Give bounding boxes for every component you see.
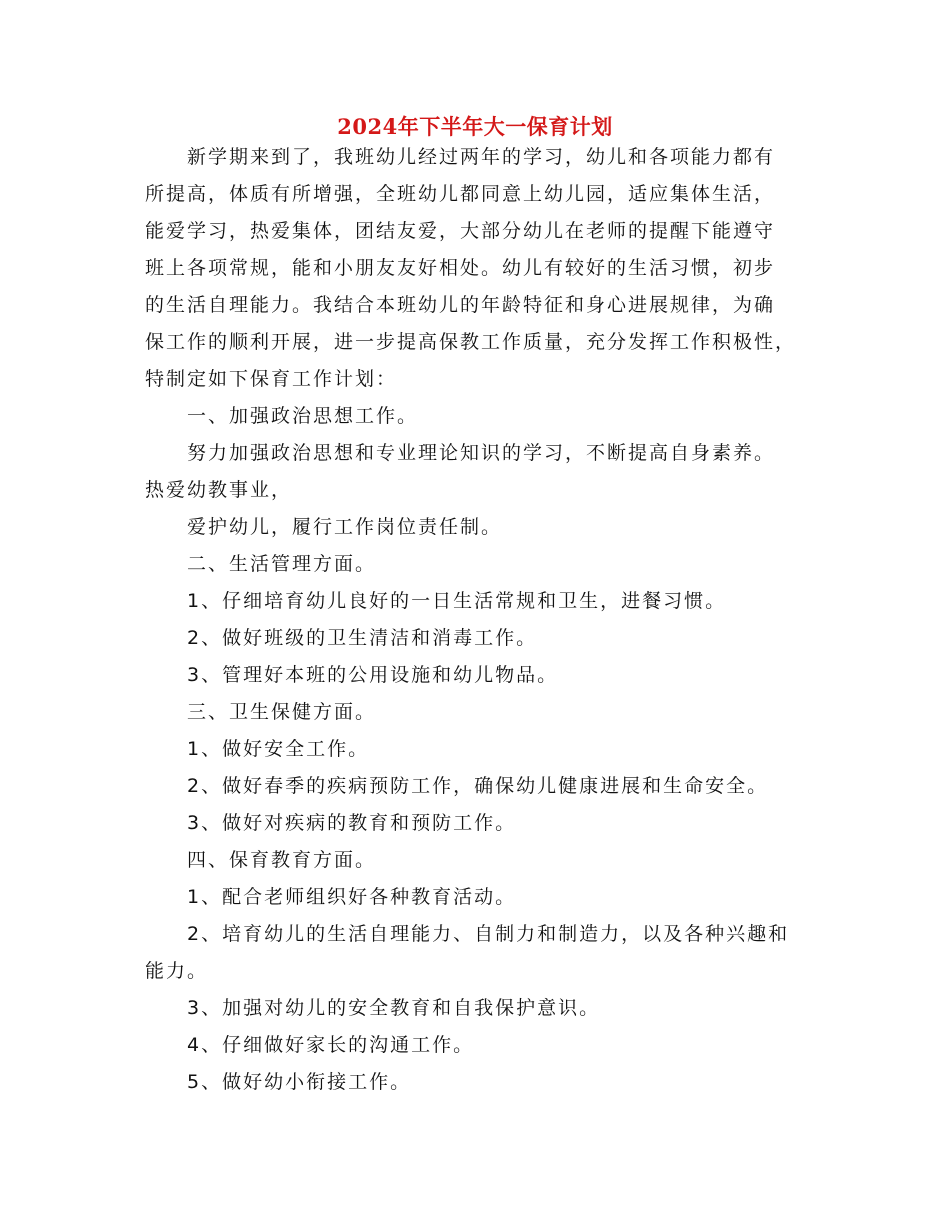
list-item: 2、做好班级的卫生清洁和消毒工作。 bbox=[187, 627, 538, 649]
document-title: 2024年下半年大一保育计划 bbox=[337, 114, 613, 139]
list-item: 3、管理好本班的公用设施和幼儿物品。 bbox=[187, 664, 559, 686]
list-item: 2、做好春季的疾病预防工作，确保幼儿健康进展和生命安全。 bbox=[187, 775, 769, 797]
document-body bbox=[145, 139, 810, 1101]
list-item: 3、加强对幼儿的安全教育和自我保护意识。 bbox=[187, 997, 601, 1019]
list-item: 3、做好对疾病的教育和预防工作。 bbox=[187, 812, 517, 834]
list-item: 2、培育幼儿的生活自理能力、自制力和制造力，以及各种兴趣和 bbox=[187, 923, 790, 945]
section-heading: 二、生活管理方面。 bbox=[187, 553, 377, 575]
paragraph-line: 所提高，体质有所增强，全班幼儿都同意上幼儿园，适应集体生活， bbox=[145, 183, 776, 205]
list-item: 1、配合老师组织好各种教育活动。 bbox=[187, 886, 517, 908]
paragraph-line: 的生活自理能力。我结合本班幼儿的年龄特征和身心进展规律，为确 bbox=[145, 294, 776, 316]
paragraph-line: 新学期来到了，我班幼儿经过两年的学习，幼儿和各项能力都有 bbox=[187, 146, 776, 168]
paragraph-line: 爱护幼儿，履行工作岗位责任制。 bbox=[187, 516, 503, 538]
list-item: 4、仔细做好家长的沟通工作。 bbox=[187, 1034, 475, 1056]
paragraph-line: 保工作的顺利开展，进一步提高保教工作质量，充分发挥工作积极性， bbox=[145, 331, 797, 353]
list-item: 1、仔细培育幼儿良好的一日生活常规和卫生，进餐习惯。 bbox=[187, 590, 727, 612]
paragraph-line: 班上各项常规，能和小朋友友好相处。幼儿有较好的生活习惯，初步 bbox=[145, 257, 776, 279]
section-heading: 一、加强政治思想工作。 bbox=[187, 405, 419, 427]
paragraph-line: 特制定如下保育工作计划： bbox=[145, 368, 398, 390]
list-item: 1、做好安全工作。 bbox=[187, 738, 370, 760]
list-item-continuation: 能力。 bbox=[145, 960, 209, 982]
section-heading: 三、卫生保健方面。 bbox=[187, 701, 377, 723]
list-item: 5、做好幼小衔接工作。 bbox=[187, 1071, 412, 1093]
paragraph-line: 努力加强政治思想和专业理论知识的学习，不断提高自身素养。 bbox=[187, 442, 776, 464]
paragraph-line: 能爱学习，热爱集体，团结友爱，大部分幼儿在老师的提醒下能遵守 bbox=[145, 220, 776, 242]
section-heading: 四、保育教育方面。 bbox=[187, 849, 377, 871]
paragraph-line: 热爱幼教事业， bbox=[145, 479, 293, 501]
